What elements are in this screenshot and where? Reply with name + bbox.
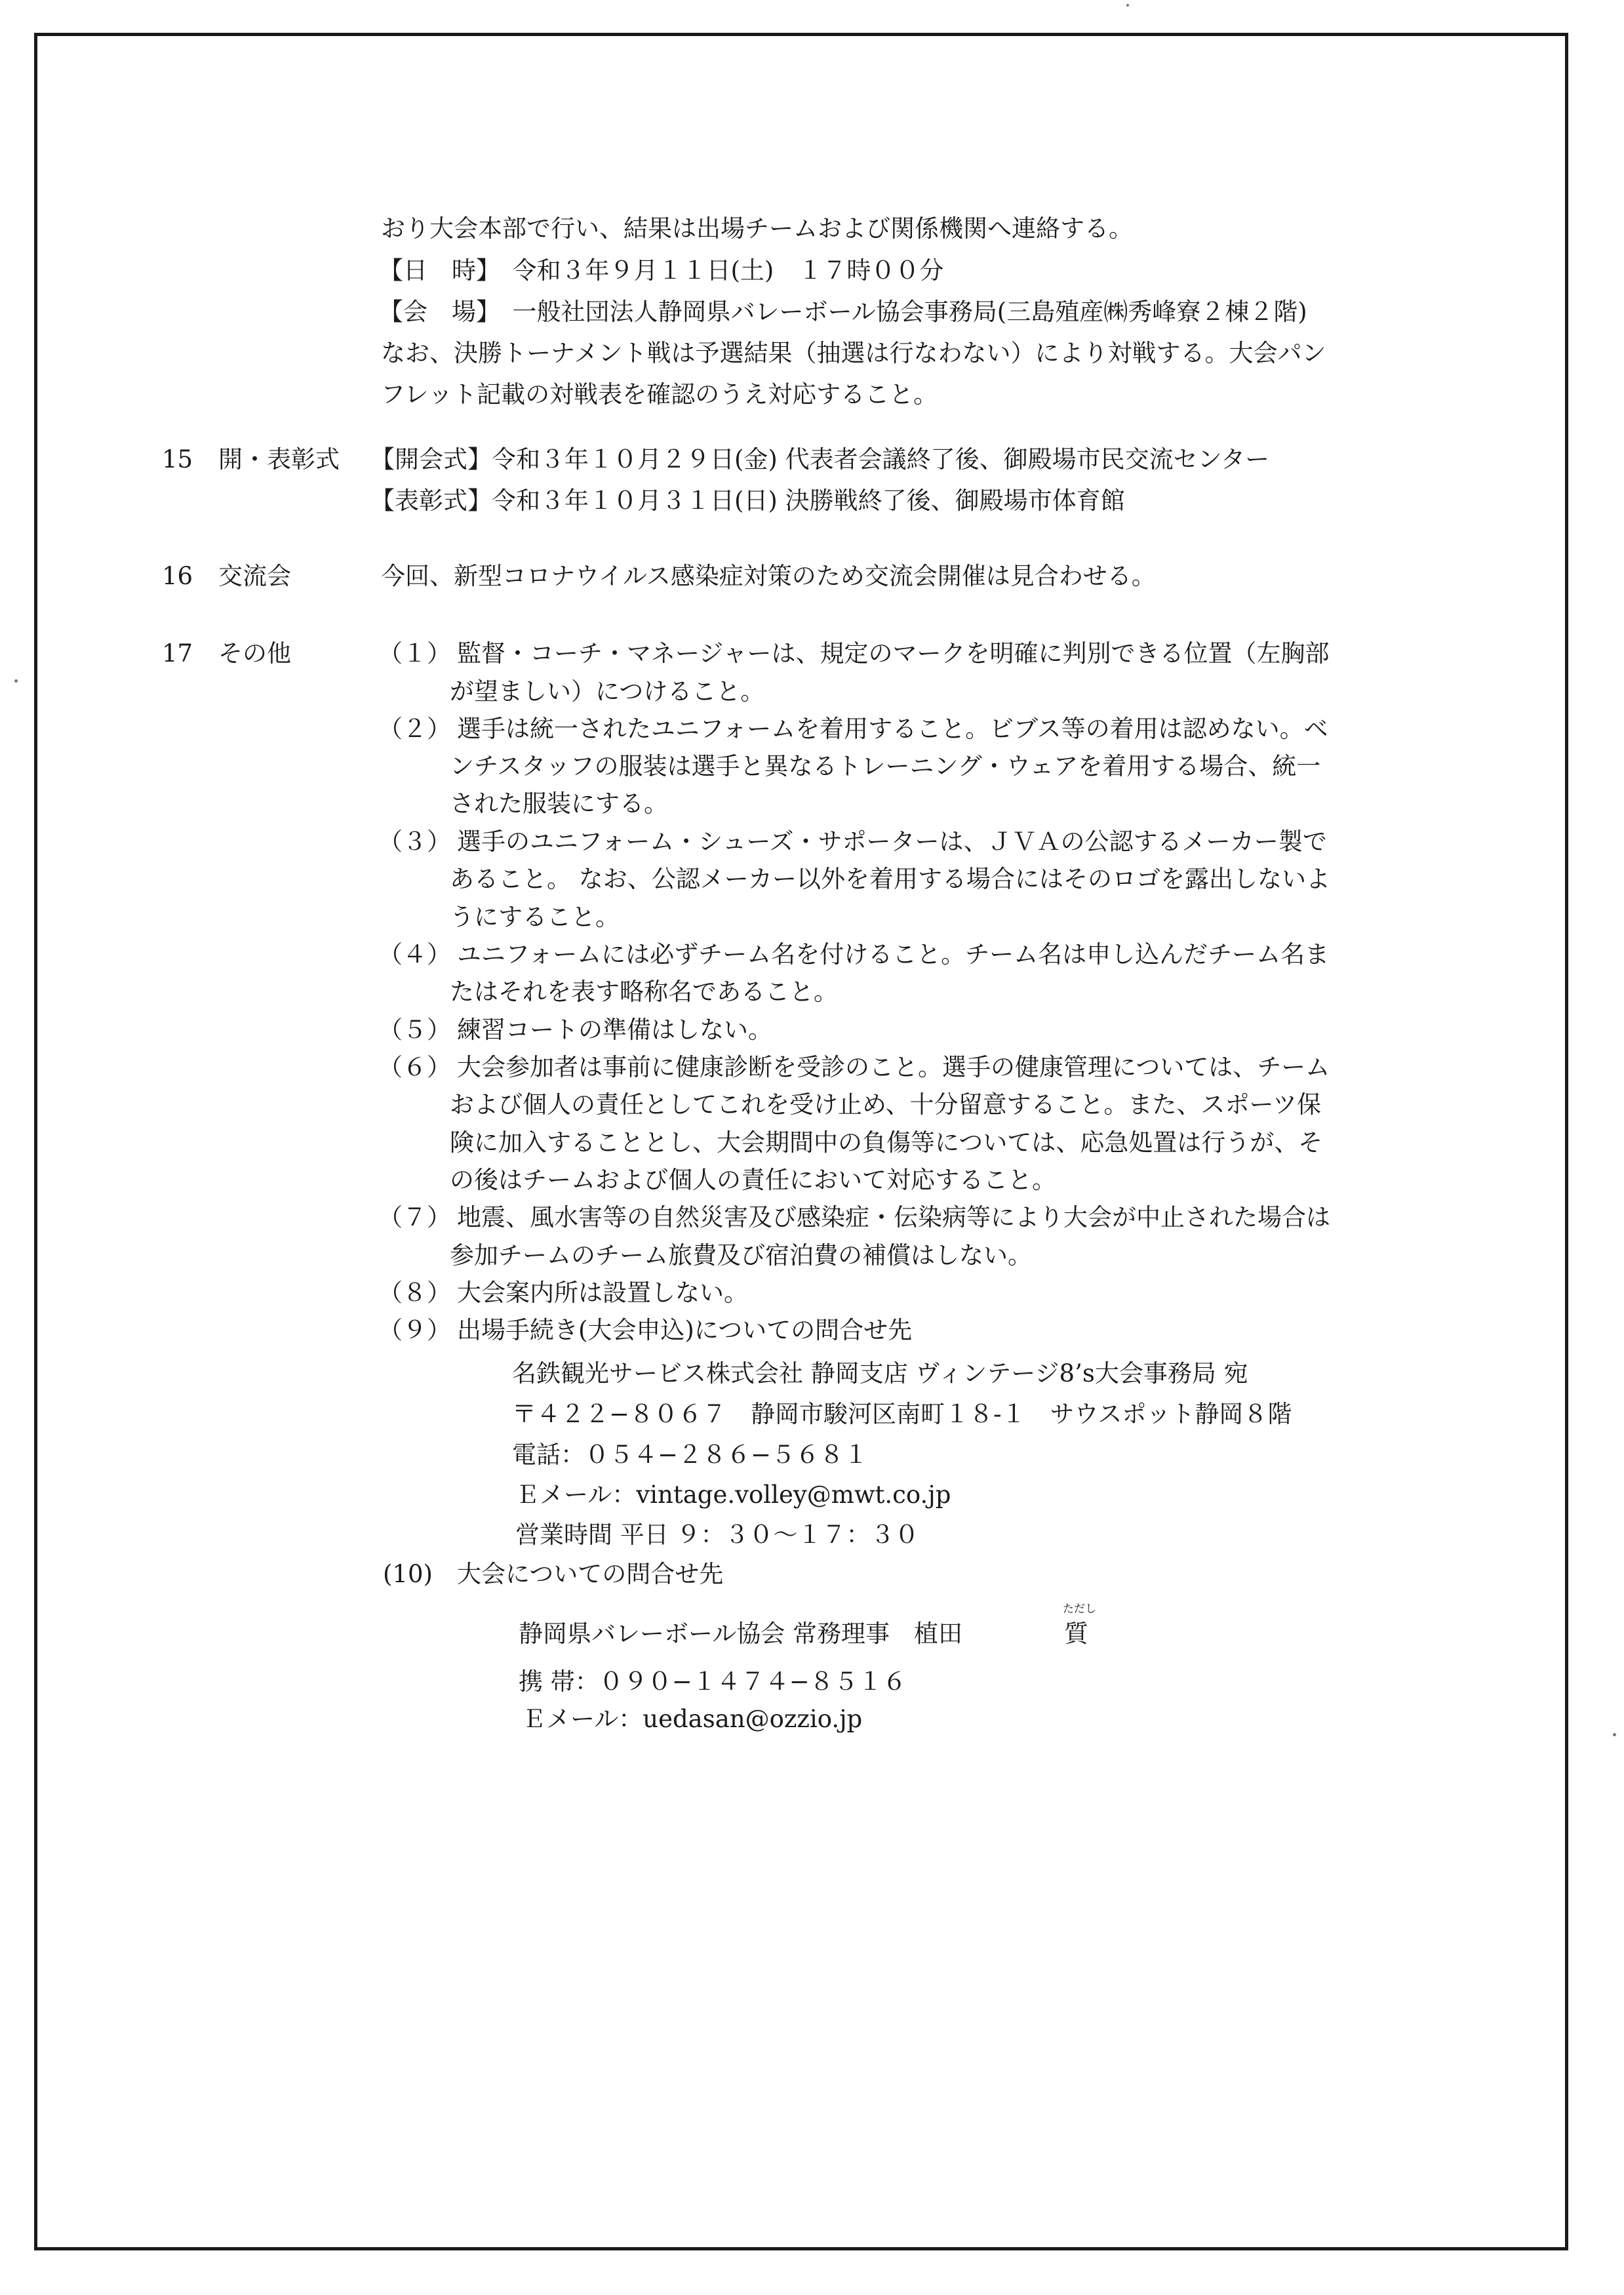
section-number: 15 bbox=[162, 445, 193, 473]
item-marker: （６） bbox=[378, 1053, 451, 1081]
item-line: 監督・コーチ・マネージャーは、規定のマークを明確に判別できる位置（左胸部 bbox=[457, 639, 1330, 668]
scan-speck bbox=[14, 679, 18, 683]
intro-line: おり大会本部で行い、結果は出場チームおよび関係機関へ連絡する。 bbox=[381, 214, 1133, 243]
section-number: 17 bbox=[162, 639, 193, 668]
contact-hours: 営業時間 平日 ９：３０〜１７：３０ bbox=[515, 1521, 919, 1549]
item-line: ユニフォームには必ずチーム名を付けること。チーム名は申し込んだチーム名ま bbox=[457, 940, 1330, 968]
item-marker: (10) bbox=[383, 1560, 433, 1588]
scan-speck bbox=[1613, 1733, 1616, 1736]
name-base: 質 bbox=[1064, 1620, 1088, 1648]
scan-speck bbox=[1126, 4, 1129, 7]
intro-note: フレット記載の対戦表を確認のうえ対応すること。 bbox=[381, 380, 938, 409]
contact-phone: 電話：０５４−２８６−５６８１ bbox=[512, 1441, 869, 1469]
contact-email: Ｅメール：vintage.volley@mwt.co.jp bbox=[515, 1481, 951, 1509]
item-marker: （４） bbox=[378, 940, 451, 968]
contact-name bbox=[1064, 1604, 1096, 1650]
contact-agency: 名鉄観光サービス株式会社 静岡支店 ヴィンテージ8’s大会事務局 宛 bbox=[512, 1359, 1248, 1387]
item-line: 選手は統一されたユニフォームを着用すること。ビブス等の着用は認めない。ベ bbox=[457, 715, 1328, 743]
item-line: 出場手続き(大会申込)についての問合せ先 bbox=[457, 1316, 913, 1344]
intro-note: なお、決勝トーナメント戦は予選結果（抽選は行なわない）により対戦する。大会パン bbox=[381, 339, 1326, 367]
item-line: 地震、風水害等の自然災害及び感染症・伝染病等により大会が中止された場合は bbox=[457, 1203, 1330, 1231]
contact-address: 〒４２２−８０６７ 静岡市駿河区南町１８-１ サウスポット静岡８階 bbox=[512, 1400, 1292, 1428]
item-marker: （５） bbox=[378, 1016, 451, 1044]
item-line: が望ましい）につけること。 bbox=[450, 677, 765, 706]
section-number: 16 bbox=[162, 562, 193, 590]
item-line: 選手のユニフォーム・シューズ・サポーターは、ＪＶＡの公認するメーカー製で bbox=[457, 828, 1327, 856]
opening-ceremony-line: 【開会式】令和３年１０月２９日(金) 代表者会議終了後、御殿場市民交流センター bbox=[370, 445, 1270, 473]
intro-venue: 【会 場】 一般社団法人静岡県バレーボール協会事務局(三島殖産㈱秀峰寮２棟２階) bbox=[379, 298, 1307, 326]
item-line: 大会参加者は事前に健康診断を受診のこと。選手の健康管理については、チーム bbox=[457, 1053, 1330, 1081]
item-line: 大会についての問合せ先 bbox=[457, 1560, 724, 1588]
item-line: たはそれを表す略称名であること。 bbox=[450, 978, 838, 1006]
item-line: あること。 なお、公認メーカー以外を着用する場合にはそのロゴを露出しないよ bbox=[450, 865, 1331, 893]
name-ruby: ただし bbox=[1063, 1603, 1096, 1616]
item-marker: （９） bbox=[378, 1316, 451, 1344]
section-heading: その他 bbox=[218, 639, 291, 668]
contact-email-2: Ｅメール：uedasan@ozzio.jp bbox=[522, 1705, 863, 1733]
item-marker: （８） bbox=[378, 1279, 451, 1307]
contact-mobile: 携 帯：０９０−１４７４−８５１６ bbox=[519, 1667, 907, 1696]
item-line: の後はチームおよび個人の責任において対応すること。 bbox=[450, 1166, 1056, 1194]
item-line: された服装にする。 bbox=[450, 789, 668, 818]
item-line: ンチスタッフの服装は選手と異なるトレーニング・ウェアを着用する場合、統一 bbox=[450, 752, 1321, 780]
item-marker: （３） bbox=[378, 828, 451, 856]
section-heading: 開・表彰式 bbox=[218, 445, 340, 473]
association-contact: 静岡県バレーボール協会 常務理事 植田 bbox=[519, 1620, 963, 1648]
award-ceremony-line: 【表彰式】令和３年１０月３１日(日) 決勝戦終了後、御殿場市体育館 bbox=[370, 487, 1125, 515]
item-line: および個人の責任としてこれを受け止め、十分留意すること。また、スポーツ保 bbox=[450, 1090, 1322, 1119]
item-marker: （２） bbox=[378, 715, 451, 743]
item-line: 大会案内所は設置しない。 bbox=[457, 1279, 748, 1307]
intro-datetime: 【日 時】 令和３年９月１１日(土) １７時００分 bbox=[379, 256, 944, 285]
item-line: 練習コートの準備はしない。 bbox=[457, 1016, 772, 1044]
item-line: 険に加入することとし、大会期間中の負傷等については、応急処置は行うが、そ bbox=[450, 1128, 1323, 1157]
exchange-line: 今回、新型コロナウイルス感染症対策のため交流会開催は見合わせる。 bbox=[381, 562, 1156, 590]
item-marker: （７） bbox=[378, 1203, 451, 1231]
item-marker: （１） bbox=[378, 639, 451, 668]
section-heading: 交流会 bbox=[218, 562, 291, 590]
item-line: うにすること。 bbox=[450, 903, 620, 931]
item-line: 参加チームのチーム旅費及び宿泊費の補償はしない。 bbox=[450, 1241, 1032, 1269]
